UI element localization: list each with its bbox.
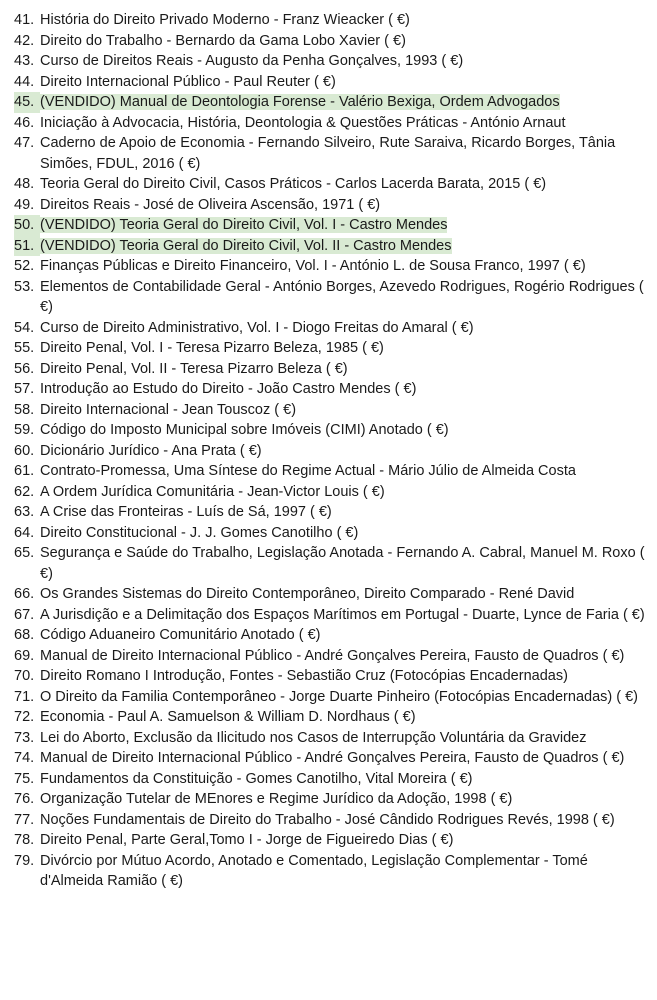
list-item xyxy=(0,256,657,277)
list-item xyxy=(0,543,657,584)
list-item-text: Finanças Públicas e Direito Financeiro, Vol. I - António L. de Sousa Franco, 1997 ( €) xyxy=(40,258,586,274)
list-item-text: Introdução ao Estudo do Direito - João Castro Mendes ( €) xyxy=(40,381,417,397)
list-item-text: Código do Imposto Municipal sobre Imóveis (CIMI) Anotado ( €) xyxy=(40,422,449,438)
list-item-text: Lei do Aborto, Exclusão da Ilicitudo nos Casos de Interrupção Voluntária da Gravidez xyxy=(40,729,587,746)
book-list xyxy=(0,10,657,892)
list-item-text: Direito Penal, Parte Geral,Tomo I - Jorge de Figueiredo Dias ( €) xyxy=(40,832,454,848)
list-item-number: 69. xyxy=(14,647,35,664)
list-item-number: 77. xyxy=(14,811,35,828)
list-item-text: Manual de Direito Internacional Público - André Gonçalves Pereira, Fausto de Quadros ( €) xyxy=(40,647,625,664)
list-item xyxy=(0,113,657,134)
list-item-number: 73. xyxy=(14,729,35,746)
list-item-number: 53. xyxy=(14,278,35,295)
list-item-number: 75. xyxy=(14,770,35,787)
list-item xyxy=(0,400,657,421)
list-item xyxy=(0,482,657,503)
list-item-text: Segurança e Saúde do Trabalho, Legislação Anotada - Fernando A. Cabral, Manuel M. Roxo ( €) xyxy=(40,545,645,582)
list-item-text: Contrato-Promessa, Uma Síntese do Regime Actual - Mário Júlio de Almeida Costa xyxy=(40,463,576,479)
list-item-number: 47. xyxy=(14,135,35,151)
list-item-text: Teoria Geral do Direito Civil, Casos Práticos - Carlos Lacerda Barata, 2015 ( €) xyxy=(40,176,547,192)
list-item-text: Divórcio por Mútuo Acordo, Anotado e Comentado, Legislação Complementar - Tomé d'Almeida Ramião ( €) xyxy=(40,852,588,889)
list-item-text: A Crise das Fronteiras - Luís de Sá, 1997 ( €) xyxy=(40,504,332,520)
list-item xyxy=(0,195,657,216)
list-item-text: A Ordem Jurídica Comunitária - Jean-Victor Louis ( €) xyxy=(40,483,385,500)
list-item-number: 66. xyxy=(14,586,35,602)
list-item-number: 45. xyxy=(14,92,40,113)
list-item xyxy=(0,605,657,626)
list-item xyxy=(0,810,657,831)
list-item-number: 79. xyxy=(14,852,35,869)
list-item-number: 62. xyxy=(14,483,35,500)
list-item-number: 52. xyxy=(14,258,35,274)
list-item-text: Direito Penal, Vol. I - Teresa Pizarro Beleza, 1985 ( €) xyxy=(40,340,384,356)
list-item-text: Fundamentos da Constituição - Gomes Canotilho, Vital Moreira ( €) xyxy=(40,770,473,787)
list-item-text: Direito Constitucional - J. J. Gomes Canotilho ( €) xyxy=(40,524,359,541)
list-item xyxy=(0,830,657,851)
list-item xyxy=(0,133,657,174)
list-item-text: Direito Internacional - Jean Touscoz ( €) xyxy=(40,401,297,418)
list-item-sold xyxy=(0,92,657,113)
list-item-text: Direitos Reais - José de Oliveira Ascensão, 1971 ( €) xyxy=(40,196,381,213)
list-item xyxy=(0,379,657,400)
list-item-text: (VENDIDO) Teoria Geral do Direito Civil, Vol. II - Castro Mendes xyxy=(40,237,452,254)
list-item-number: 56. xyxy=(14,360,35,377)
list-item xyxy=(0,359,657,380)
list-item-number: 51. xyxy=(14,236,40,257)
list-item-number: 78. xyxy=(14,832,35,848)
list-item-number: 65. xyxy=(14,545,35,561)
list-item-text: Economia - Paul A. Samuelson & William D. Nordhaus ( €) xyxy=(40,709,416,725)
list-item-number: 55. xyxy=(14,340,35,356)
list-item xyxy=(0,707,657,728)
list-item-text: Organização Tutelar de MEnores e Regime Jurídico da Adoção, 1998 ( €) xyxy=(40,791,513,807)
list-item-text: Direito Internacional Público - Paul Reuter ( €) xyxy=(40,73,336,90)
list-item-number: 70. xyxy=(14,668,35,684)
list-item xyxy=(0,277,657,318)
list-item xyxy=(0,318,657,339)
list-item-number: 54. xyxy=(14,319,35,336)
list-item-text: Iniciação à Advocacia, História, Deontologia & Questões Práticas - António Arnaut xyxy=(40,114,566,131)
list-item-number: 48. xyxy=(14,176,35,192)
list-item-number: 60. xyxy=(14,442,35,459)
list-item xyxy=(0,10,657,31)
list-item-number: 46. xyxy=(14,114,35,131)
list-item-text: Dicionário Jurídico - Ana Prata ( €) xyxy=(40,442,262,459)
list-item xyxy=(0,789,657,810)
list-item-number: 63. xyxy=(14,504,35,520)
list-item xyxy=(0,502,657,523)
list-item xyxy=(0,51,657,72)
list-item-number: 68. xyxy=(14,627,35,643)
list-item-text: Os Grandes Sistemas do Direito Contemporâneo, Direito Comparado - René David xyxy=(40,586,575,602)
list-item-text: Direito Penal, Vol. II - Teresa Pizarro Beleza ( €) xyxy=(40,360,348,377)
list-item-number: 72. xyxy=(14,709,35,725)
list-item xyxy=(0,666,657,687)
list-item-text: Direito Romano I Introdução, Fontes - Sebastião Cruz (Fotocópias Encadernadas) xyxy=(40,668,568,684)
list-item-text: Curso de Direito Administrativo, Vol. I - Diogo Freitas do Amaral ( €) xyxy=(40,319,474,336)
list-item xyxy=(0,646,657,667)
list-item xyxy=(0,441,657,462)
list-item xyxy=(0,523,657,544)
list-item xyxy=(0,461,657,482)
list-item-number: 42. xyxy=(14,32,35,49)
list-item-number: 57. xyxy=(14,381,35,397)
list-item xyxy=(0,728,657,749)
list-item-text: O Direito da Familia Contemporâneo - Jorge Duarte Pinheiro (Fotocópias Encadernadas) ( €) xyxy=(40,688,639,705)
list-item xyxy=(0,72,657,93)
list-item xyxy=(0,687,657,708)
list-item-sold xyxy=(0,236,657,257)
list-item-sold xyxy=(0,215,657,236)
list-item-text: Caderno de Apoio de Economia - Fernando Silveiro, Rute Saraiva, Ricardo Borges, Tânia Simões, FDUL, 2016 ( €) xyxy=(40,135,616,172)
list-item-number: 76. xyxy=(14,791,35,807)
list-item-number: 61. xyxy=(14,463,35,479)
list-item-text: História do Direito Privado Moderno - Franz Wieacker ( €) xyxy=(40,12,410,28)
list-item-number: 59. xyxy=(14,422,35,438)
list-item-number: 43. xyxy=(14,53,35,69)
list-item xyxy=(0,338,657,359)
list-item xyxy=(0,748,657,769)
list-item xyxy=(0,769,657,790)
list-item-number: 74. xyxy=(14,750,35,766)
list-item xyxy=(0,31,657,52)
list-item-text: Elementos de Contabilidade Geral - António Borges, Azevedo Rodrigues, Rogério Rodrigues ( €) xyxy=(40,278,644,315)
list-item-text: Manual de Direito Internacional Público - André Gonçalves Pereira, Fausto de Quadros ( €) xyxy=(40,750,625,766)
list-item-number: 58. xyxy=(14,401,35,418)
list-item-text: Direito do Trabalho - Bernardo da Gama Lobo Xavier ( €) xyxy=(40,32,406,49)
list-item-number: 41. xyxy=(14,12,35,28)
list-item xyxy=(0,174,657,195)
list-item-number: 71. xyxy=(14,688,35,705)
list-item-text: Código Aduaneiro Comunitário Anotado ( €) xyxy=(40,627,321,643)
list-item-text: (VENDIDO) Teoria Geral do Direito Civil, Vol. I - Castro Mendes xyxy=(40,217,448,233)
list-item-text: Curso de Direitos Reais - Augusto da Penha Gonçalves, 1993 ( €) xyxy=(40,53,464,69)
list-item-text: A Jurisdição e a Delimitação dos Espaços Marítimos em Portugal - Duarte, Lynce de Faria ( €) xyxy=(40,606,645,623)
list-item-number: 50. xyxy=(14,215,40,236)
list-item xyxy=(0,851,657,892)
list-item xyxy=(0,625,657,646)
list-item-number: 67. xyxy=(14,606,35,623)
list-item xyxy=(0,420,657,441)
list-item-number: 64. xyxy=(14,524,35,541)
list-item xyxy=(0,584,657,605)
list-item-text: Noções Fundamentais de Direito do Trabalho - José Cândido Rodrigues Revés, 1998 ( €) xyxy=(40,811,615,828)
list-item-number: 44. xyxy=(14,73,35,90)
list-item-number: 49. xyxy=(14,196,35,213)
list-item-text: (VENDIDO) Manual de Deontologia Forense - Valério Bexiga, Ordem Advogados xyxy=(40,94,560,110)
